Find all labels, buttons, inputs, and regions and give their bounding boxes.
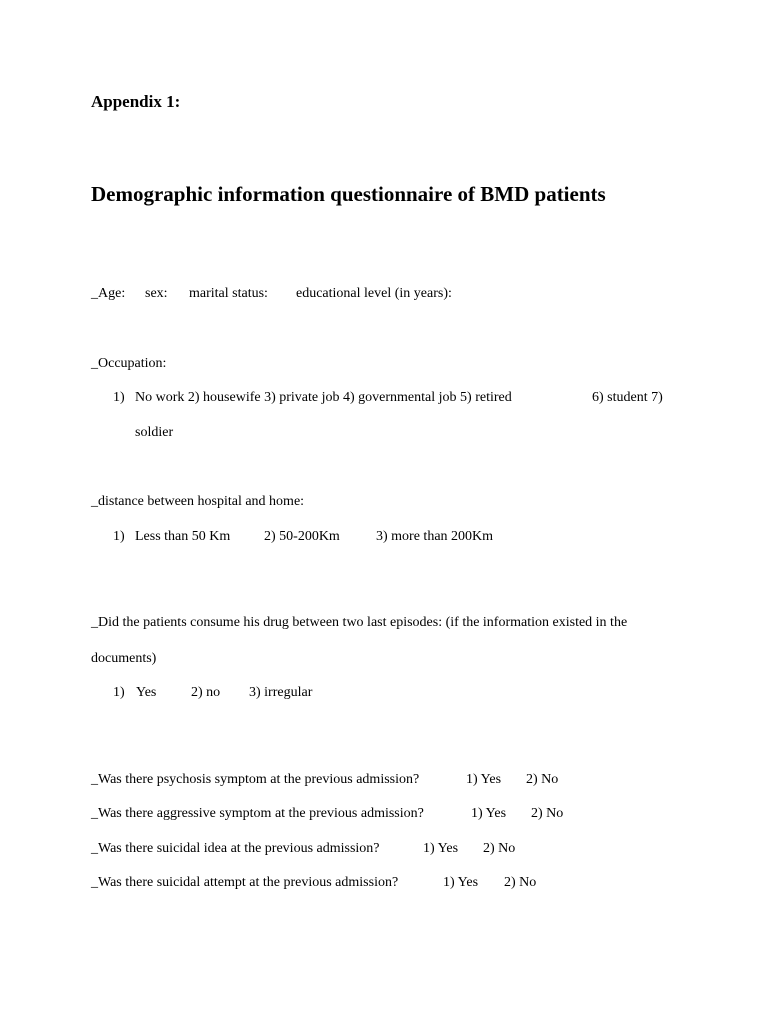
- marital-status-label: marital status:: [189, 286, 268, 301]
- drug-question-continued: documents): [91, 651, 157, 666]
- psychosis-option-yes: 1) Yes: [466, 772, 502, 787]
- aggressive-option-yes: 1) Yes: [471, 806, 507, 821]
- drug-question: _Did the patients consume his drug between two last episodes: (if the information existed in the: [91, 615, 628, 630]
- appendix-heading: Appendix 1:: [91, 92, 181, 111]
- distance-option-1: Less than 50 Km: [135, 529, 231, 544]
- drug-option-irregular: 3) irregular: [249, 685, 313, 700]
- drug-list-number: 1): [113, 685, 125, 700]
- suicidal-idea-option-yes: 1) Yes: [423, 841, 459, 856]
- educational-level-label: educational level (in years):: [296, 286, 452, 301]
- psychosis-option-no: 2) No: [526, 772, 559, 787]
- aggressive-option-no: 2) No: [531, 806, 564, 821]
- page-title: Demographic information questionnaire of BMD patients: [91, 182, 606, 206]
- suicidal-idea-question: _Was there suicidal idea at the previous admission?: [91, 841, 380, 856]
- distance-list-number: 1): [113, 529, 125, 544]
- distance-option-3: 3) more than 200Km: [376, 529, 494, 544]
- occupation-list-number: 1): [113, 390, 125, 405]
- occupation-options: No work 2) housewife 3) private job 4) governmental job 5) retired: [135, 390, 512, 405]
- age-label: _Age:: [91, 286, 126, 301]
- occupation-options-wrap: soldier: [135, 425, 174, 440]
- distance-label: _distance between hospital and home:: [91, 494, 305, 509]
- suicidal-attempt-option-no: 2) No: [504, 875, 537, 890]
- occupation-options-continued: 6) student 7): [592, 390, 663, 405]
- sex-label: sex:: [145, 286, 168, 301]
- drug-option-yes: Yes: [136, 685, 157, 700]
- distance-option-2: 2) 50-200Km: [264, 529, 340, 544]
- suicidal-attempt-option-yes: 1) Yes: [443, 875, 479, 890]
- psychosis-question: _Was there psychosis symptom at the previous admission?: [91, 772, 420, 787]
- suicidal-attempt-question: _Was there suicidal attempt at the previous admission?: [91, 875, 399, 890]
- aggressive-question: _Was there aggressive symptom at the previous admission?: [91, 806, 424, 821]
- occupation-label: _Occupation:: [91, 356, 167, 371]
- suicidal-idea-option-no: 2) No: [483, 841, 516, 856]
- drug-option-no: 2) no: [191, 685, 221, 700]
